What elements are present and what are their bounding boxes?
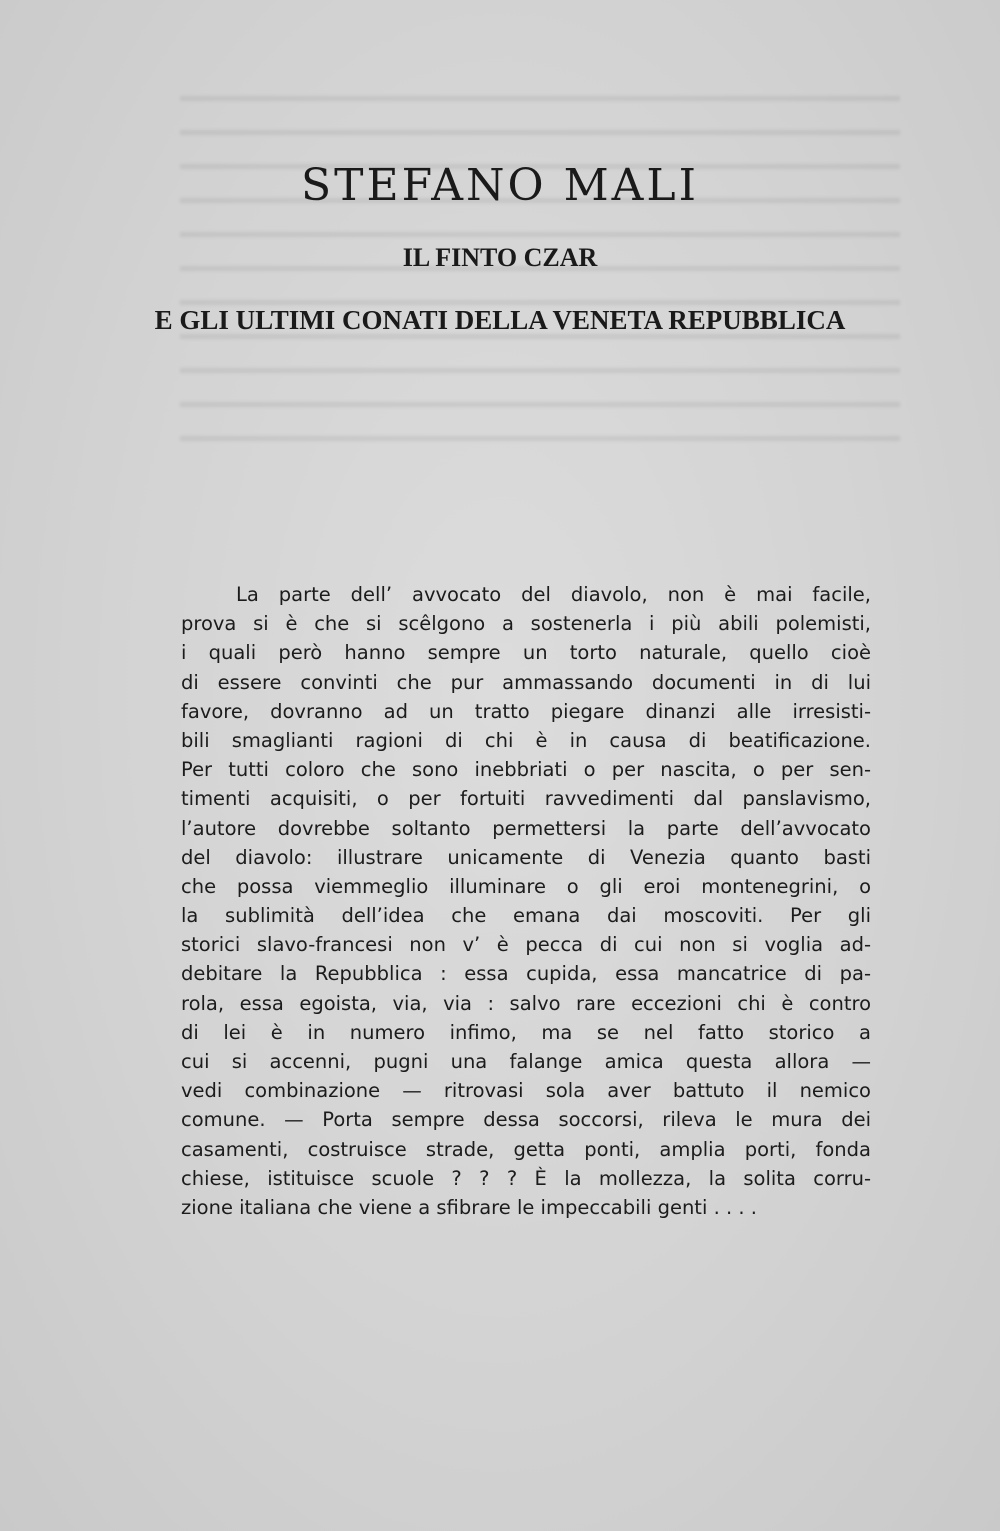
text-line: Per tutti coloro che sono inebbriati o per nascita, o per sen- <box>181 758 871 782</box>
text-line: rola, essa egoista, via, via : salvo rare eccezioni chi è contro <box>181 991 871 1015</box>
text-line: del diavolo: illustrare unicamente di Venezia quanto basti <box>181 845 871 869</box>
subtitle-1: IL FINTO CZAR <box>402 243 598 272</box>
text-line: la sublimità dell’idea che emana dai moscoviti. Per gli <box>181 904 871 928</box>
text-line: bili smaglianti ragioni di chi è in causa di beatificazione. <box>181 728 871 752</box>
text-line: cui si accenni, pugni una falange amica questa allora — <box>181 1050 871 1073</box>
body-paragraph <box>181 580 871 1222</box>
text-line: favore, dovranno ad un tratto piegare dinanzi alle irresisti- <box>181 699 871 723</box>
text-line: storici slavo-francesi non v’ è pecca di cui non si voglia ad- <box>181 933 871 957</box>
text-line: i quali però hanno sempre un torto naturale, quello cioè <box>181 641 871 665</box>
text-line: debitare la Repubblica : essa cupida, essa mancatrice di pa- <box>181 962 871 986</box>
text-line: comune. — Porta sempre dessa soccorsi, rileva le mura dei <box>181 1108 871 1132</box>
text-line: casamenti, costruisce strade, getta ponti, amplia porti, fonda <box>181 1137 871 1161</box>
subtitle-2: E GLI ULTIMI CONATI DELLA VENETA REPUBBLICA <box>154 305 846 335</box>
text-line: vedi combinazione — ritrovasi sola aver battuto il nemico <box>181 1079 871 1103</box>
text-line: di essere convinti che pur ammassando documenti in di lui <box>181 670 871 694</box>
page-title: STEFANO MALI <box>300 160 700 211</box>
text-line: timenti acquisiti, o per fortuiti ravvedimenti dal panslavismo, <box>181 787 871 811</box>
text-line: chiese, istituisce scuole ? ? ? È la mollezza, la solita corru- <box>181 1166 871 1190</box>
text-line: l’autore dovrebbe soltanto permettersi la parte dell’avvocato <box>181 816 871 840</box>
text-line: che possa viemmeglio illuminare o gli eroi montenegrini, o <box>181 874 871 898</box>
text-line: zione italiana che viene a sfibrare le impeccabili genti . . . . <box>181 1195 757 1219</box>
text-line: La parte dell’ avvocato del diavolo, non è mai facile, <box>236 583 871 606</box>
text-line: di lei è in numero infimo, ma se nel fatto storico a <box>181 1020 871 1044</box>
text-line: prova si è che si scêlgono a sostenerla i più abili polemisti, <box>181 612 871 636</box>
